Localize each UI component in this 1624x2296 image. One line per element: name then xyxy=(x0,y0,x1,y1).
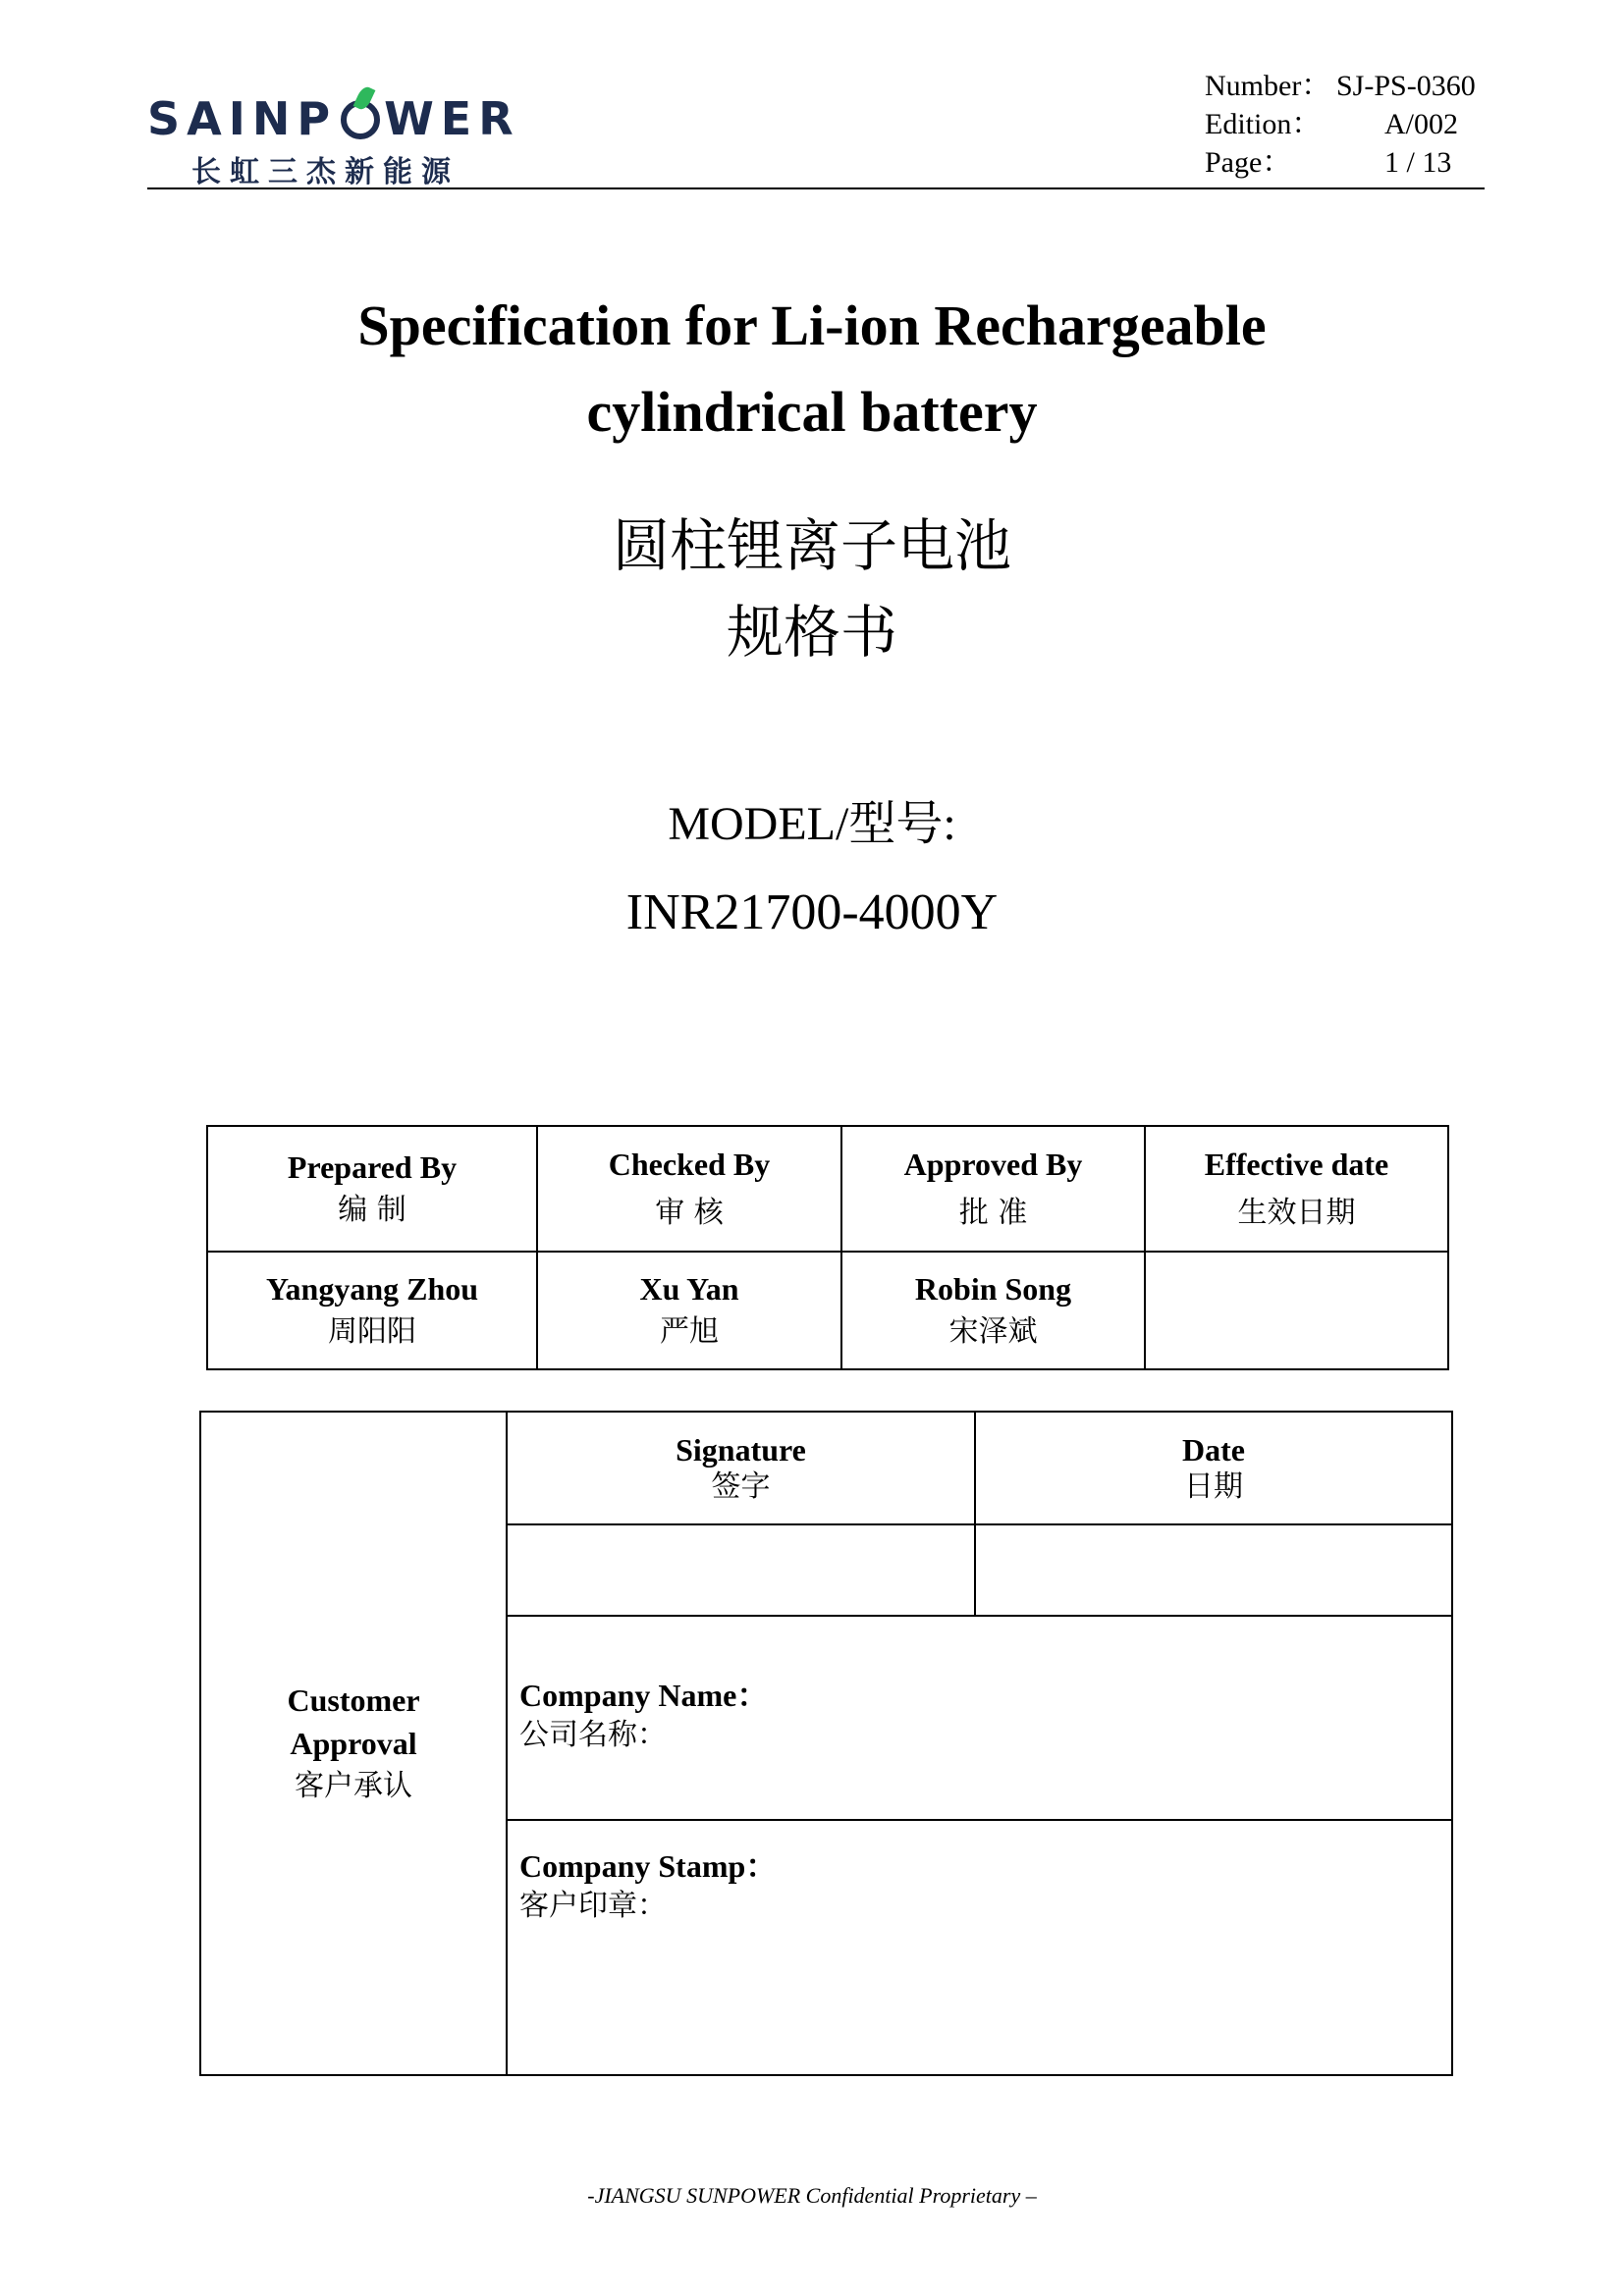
logo-leaf-o-icon xyxy=(341,100,380,139)
header-divider xyxy=(147,187,1485,189)
checked-by-name: Xu Yan 严旭 xyxy=(537,1252,841,1369)
confidential-footer: -JIANGSU SUNPOWER Confidential Proprietary – xyxy=(587,2183,1037,2208)
logo-wordmark-part-2: WER xyxy=(384,92,520,145)
edition-value: A/002 xyxy=(1384,108,1458,140)
model-value: INR21700-4000Y xyxy=(625,884,999,940)
logo-chinese-name: 长虹三杰新能源 xyxy=(191,155,460,189)
prepared-by-name: Yangyang Zhou 周阳阳 xyxy=(207,1252,537,1369)
title-en-line-2: cylindrical battery xyxy=(586,380,1038,444)
document-meta xyxy=(1205,67,1499,182)
meta-page xyxy=(1205,143,1499,182)
title-en-line-1: Specification for Li-ion Rechargeable xyxy=(357,294,1267,357)
approval-table xyxy=(206,1125,1449,1370)
meta-number xyxy=(1205,67,1499,105)
model-label: MODEL/型号: xyxy=(668,798,956,850)
page-label: Page： xyxy=(1205,146,1292,179)
approved-by-name: Robin Song 宋泽斌 xyxy=(841,1252,1145,1369)
title-cn-line-1: 圆柱锂离子电池 xyxy=(612,512,1011,579)
approved-by-header: Approved By 批 准 xyxy=(841,1126,1145,1252)
document-title-chinese xyxy=(0,503,1624,675)
customer-approval-table xyxy=(199,1411,1453,2076)
company-stamp-field[interactable]: Company Stamp： 客户印章： xyxy=(507,1820,1452,2075)
edition-label: Edition： xyxy=(1205,108,1322,140)
meta-edition xyxy=(1205,105,1499,143)
effective-date-header: Effective date 生效日期 xyxy=(1145,1126,1448,1252)
signature-field[interactable] xyxy=(507,1524,975,1616)
effective-date-value xyxy=(1145,1252,1448,1369)
logo-wordmark xyxy=(147,94,520,143)
title-cn-line-2: 规格书 xyxy=(726,599,897,666)
customer-approval-label: Customer Approval 客户承认 xyxy=(200,1412,507,2075)
approval-names-row xyxy=(207,1252,1448,1369)
checked-by-header: Checked By 审 核 xyxy=(537,1126,841,1252)
number-label: Number： xyxy=(1205,70,1331,102)
logo-wordmark-part-1: SAINP xyxy=(147,92,338,145)
signature-header-row xyxy=(200,1412,1452,1524)
date-field[interactable] xyxy=(975,1524,1452,1616)
company-name-field[interactable]: Company Name： 公司名称： xyxy=(507,1616,1452,1820)
document-title-english xyxy=(0,283,1624,455)
signature-header: Signature 签字 xyxy=(507,1412,975,1524)
prepared-by-header: Prepared By 编 制 xyxy=(207,1126,537,1252)
approval-header-row xyxy=(207,1126,1448,1252)
page-value: 1 / 13 xyxy=(1384,146,1452,179)
date-header: Date 日期 xyxy=(975,1412,1452,1524)
number-value: SJ-PS-0360 xyxy=(1336,70,1476,102)
company-logo xyxy=(147,94,540,187)
